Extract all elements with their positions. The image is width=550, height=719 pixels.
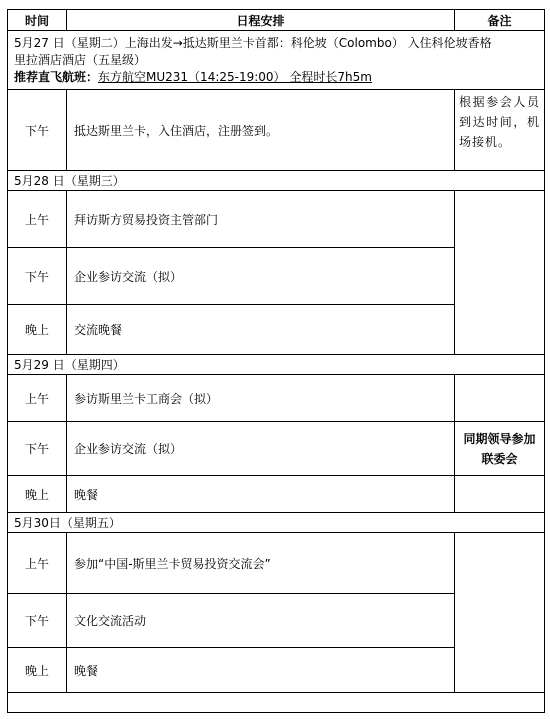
day3-note: 同期领导参加联委会 (455, 422, 545, 476)
day3-title: 5月29 日（星期四） (8, 355, 545, 375)
day1-title-line1: 5月27 日（星期二）上海出发→抵达斯里兰卡首都：科伦坡（Colombo） 入住科伦坡香格 (14, 35, 492, 50)
header-row (8, 10, 545, 31)
schedule-row (8, 90, 545, 171)
header-schedule: 日程安排 (67, 10, 455, 31)
row-time: 下午 (8, 90, 67, 171)
schedule-row (8, 191, 545, 248)
row-time: 上午 (8, 191, 67, 248)
row-time: 上午 (8, 533, 67, 594)
schedule-row (8, 533, 545, 594)
day1-header (8, 31, 545, 90)
day4-title: 5月30日（星期五） (8, 513, 545, 533)
row-time: 晚上 (8, 476, 67, 513)
day3-note-empty2 (455, 476, 545, 513)
day2-note (455, 191, 545, 355)
row-text: 企业参访交流（拟） (67, 422, 455, 476)
day1-note: 根据参会人员到达时间，机场接机。 (455, 90, 545, 171)
row-time: 晚上 (8, 305, 67, 355)
row-time: 上午 (8, 375, 67, 422)
flight-info: 东方航空MU231（14:25-19:00） 全程时长7h5m (98, 69, 372, 84)
day-row (8, 171, 545, 191)
row-text: 晚餐 (67, 476, 455, 513)
row-text: 企业参访交流（拟） (67, 248, 455, 305)
row-text: 交流晚餐 (67, 305, 455, 355)
row-text: 晚餐 (67, 648, 455, 693)
blank-cell (8, 693, 545, 713)
day1-flight (14, 69, 538, 86)
itinerary-table (7, 9, 545, 713)
row-text: 拜访斯方贸易投资主管部门 (67, 191, 455, 248)
row-time: 下午 (8, 594, 67, 648)
day2-title: 5月28 日（星期三） (8, 171, 545, 191)
day3-note-empty (455, 375, 545, 422)
day-row (8, 355, 545, 375)
blank-row (8, 693, 545, 713)
day-row (8, 513, 545, 533)
row-text: 参访斯里兰卡工商会（拟） (67, 375, 455, 422)
day4-note (455, 533, 545, 693)
row-text: 抵达斯里兰卡，入住酒店，注册签到。 (67, 90, 455, 171)
row-time: 下午 (8, 422, 67, 476)
flight-label: 推荐直飞航班： (14, 69, 99, 84)
day-row (8, 31, 545, 90)
header-note: 备注 (455, 10, 545, 31)
schedule-row (8, 422, 545, 476)
row-text: 参加“中国-斯里兰卡贸易投资交流会” (67, 533, 455, 594)
schedule-row (8, 476, 545, 513)
row-text: 文化交流活动 (67, 594, 455, 648)
schedule-row (8, 375, 545, 422)
row-time: 下午 (8, 248, 67, 305)
header-time: 时间 (8, 10, 67, 31)
day1-title-line2: 里拉酒店酒店（五星级） (14, 52, 147, 67)
row-time: 晚上 (8, 648, 67, 693)
